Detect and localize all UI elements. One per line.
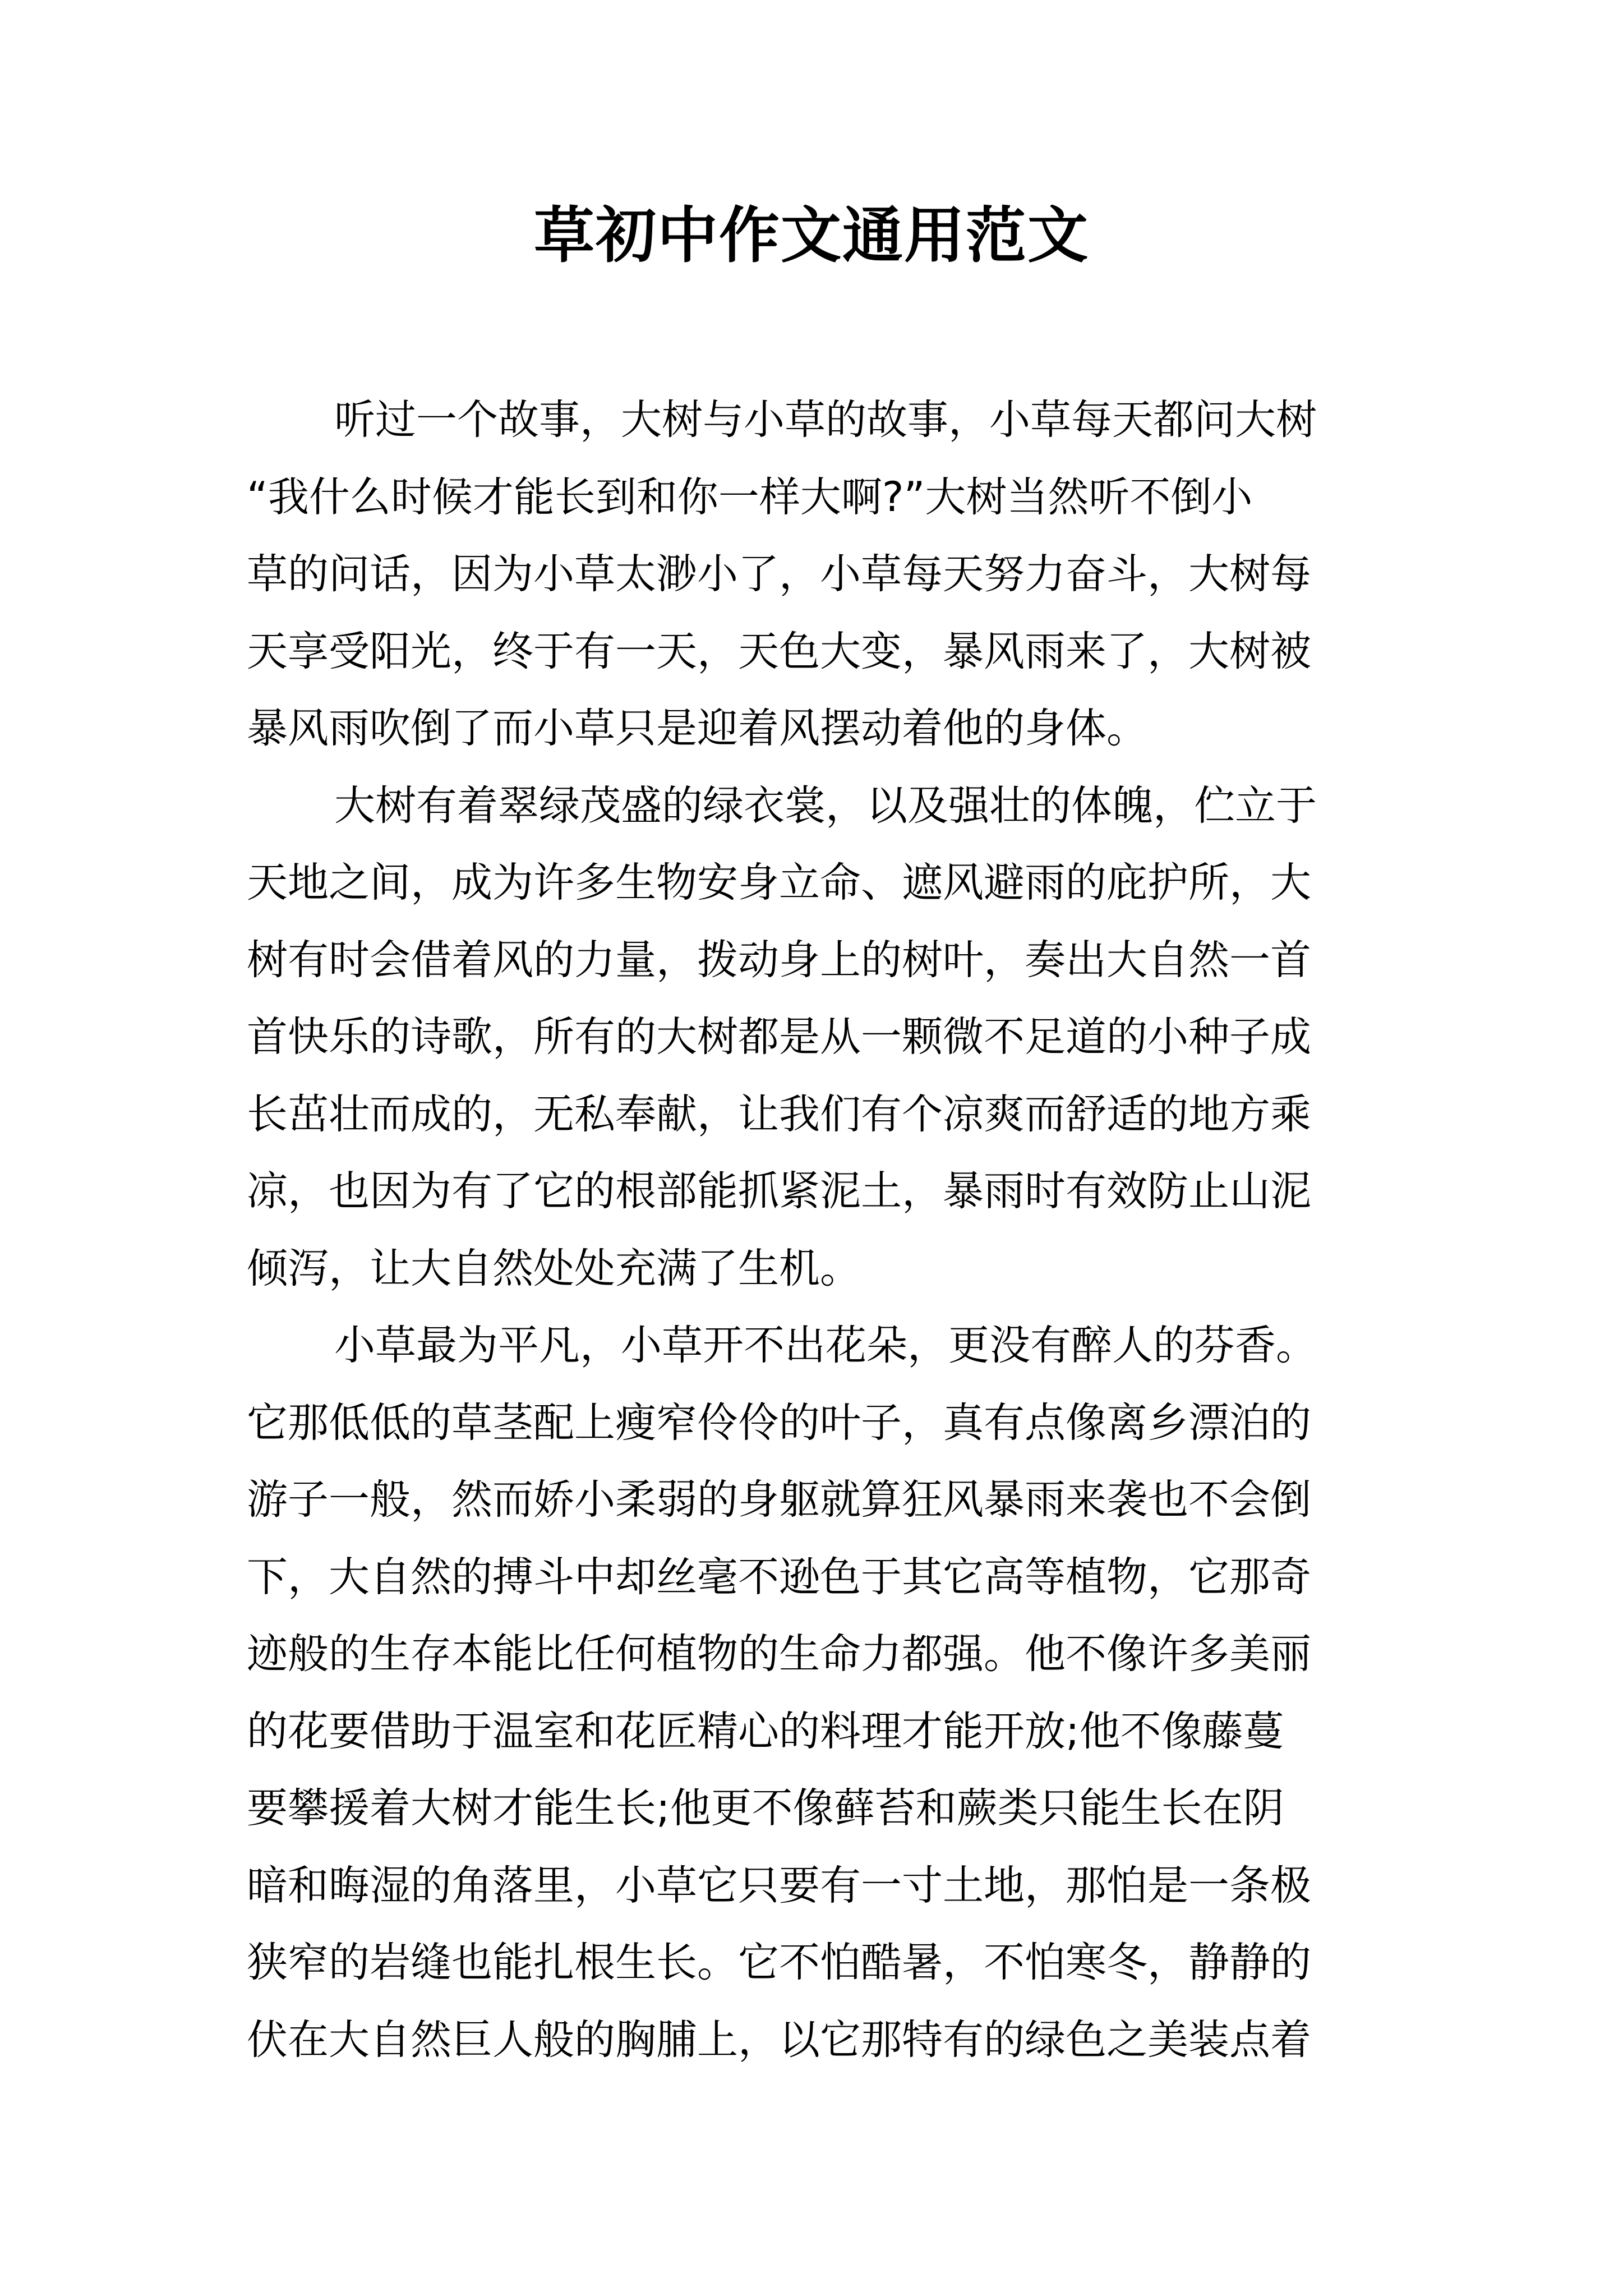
text-line: 天享受阳光，终于有一天，天色大变，暴风雨来了，大树被 <box>247 627 1311 675</box>
text-line: 树有时会借着风的力量，拨动身上的树叶，奏出大自然一首 <box>247 936 1311 984</box>
text-line: 小草最为平凡，小草开不出花朵，更没有醉人的芬香。 <box>334 1322 1317 1369</box>
text-line: “我什么时候才能长到和你一样大啊?”大树当然听不倒小 <box>247 473 1253 521</box>
text-line: 它那低低的草茎配上瘦窄伶伶的叶子，真有点像离乡漂泊的 <box>247 1398 1311 1447</box>
text-line: 迹般的生存本能比任何植物的生命力都强。他不像许多美丽 <box>247 1630 1311 1678</box>
text-line: 暴风雨吹倒了而小草只是迎着风摆动着他的身体。 <box>247 705 1147 752</box>
text-line: 下，大自然的搏斗中却丝毫不逊色于其它高等植物，它那奇 <box>247 1553 1311 1601</box>
text-line: 长茁壮而成的，无私奉献，让我们有个凉爽而舒适的地方乘 <box>247 1090 1311 1138</box>
text-line: 凉，也因为有了它的根部能抓紧泥土，暴雨时有效防止山泥 <box>247 1167 1311 1215</box>
document-body <box>247 381 1413 2078</box>
paragraph-2 <box>247 767 1413 1308</box>
text-line: 的花要借助于温室和花匠精心的料理才能开放;他不像藤蔓 <box>247 1707 1284 1755</box>
text-line: 草的问话，因为小草太渺小了，小草每天努力奋斗，大树每 <box>247 550 1311 598</box>
text-line: 要攀援着大树才能生长;他更不像藓苔和蕨类只能生长在阴 <box>247 1784 1284 1832</box>
text-line: 狭窄的岩缝也能扎根生长。它不怕酷暑，不怕寒冬，静静的 <box>247 1939 1311 1986</box>
text-line: 倾泻，让大自然处处充满了生机。 <box>247 1244 861 1292</box>
text-line: 伏在大自然巨人般的胸脯上，以它那特有的绿色之美装点着 <box>247 2016 1311 2064</box>
text-line: 大树有着翠绿茂盛的绿衣裳，以及强壮的体魄，伫立于 <box>334 781 1317 830</box>
document-title: 草初中作文通用范文 <box>533 200 1089 271</box>
text-line: 听过一个故事，大树与小草的故事，小草每天都问大树 <box>334 396 1317 444</box>
paragraph-1 <box>247 381 1413 767</box>
text-line: 暗和晦湿的角落里，小草它只要有一寸土地，那怕是一条极 <box>247 1861 1311 1910</box>
text-line: 首快乐的诗歌，所有的大树都是从一颗微不足道的小种子成 <box>247 1013 1311 1061</box>
paragraph-3 <box>247 1307 1413 2078</box>
text-line: 天地之间，成为许多生物安身立命、遮风避雨的庇护所，大 <box>247 859 1311 907</box>
text-line: 游子一般，然而娇小柔弱的身躯就算狂风暴雨来袭也不会倒 <box>247 1476 1311 1524</box>
